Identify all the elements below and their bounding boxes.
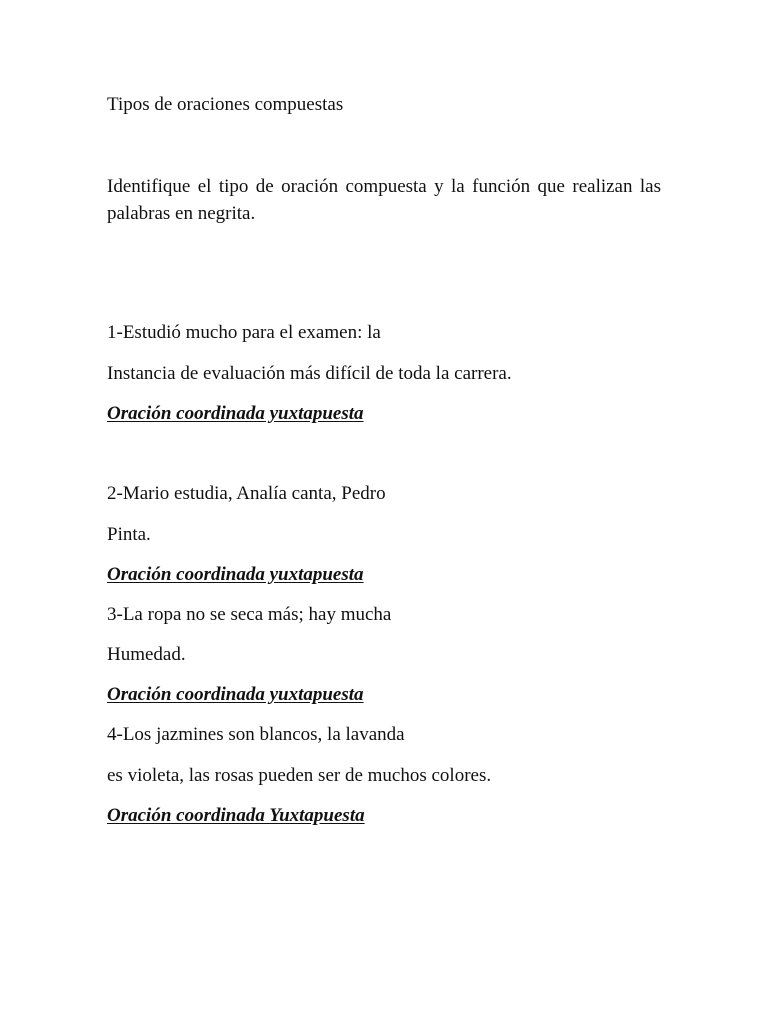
exercise-3-answer: Oración coordinada yuxtapuesta [107,684,364,705]
exercise-1-line-2: Instancia de evaluación más difícil de toda la carrera. [107,363,512,384]
document-title: Tipos de oraciones compuestas [107,94,344,115]
exercise-4-line-1: 4-Los jazmines son blancos, la lavanda [107,724,405,745]
exercise-2-answer: Oración coordinada yuxtapuesta [107,564,364,585]
exercise-4-line-2: es violeta, las rosas pueden ser de muchos colores. [107,765,492,786]
exercise-2-line-2: Pinta. [107,524,151,545]
exercise-1-line-1: 1-Estudió mucho para el examen: la [107,322,381,343]
exercise-3-line-2: Humedad. [107,644,186,665]
exercise-2-line-1: 2-Mario estudia, Analía canta, Pedro [107,483,386,504]
exercise-4-answer: Oración coordinada Yuxtapuesta [107,805,365,826]
exercise-1-answer: Oración coordinada yuxtapuesta [107,403,364,424]
instructions-paragraph: Identifique el tipo de oración compuesta y la función que realizan las palabras en negrita. [107,176,661,224]
exercise-3-line-1: 3-La ropa no se seca más; hay mucha [107,604,392,625]
